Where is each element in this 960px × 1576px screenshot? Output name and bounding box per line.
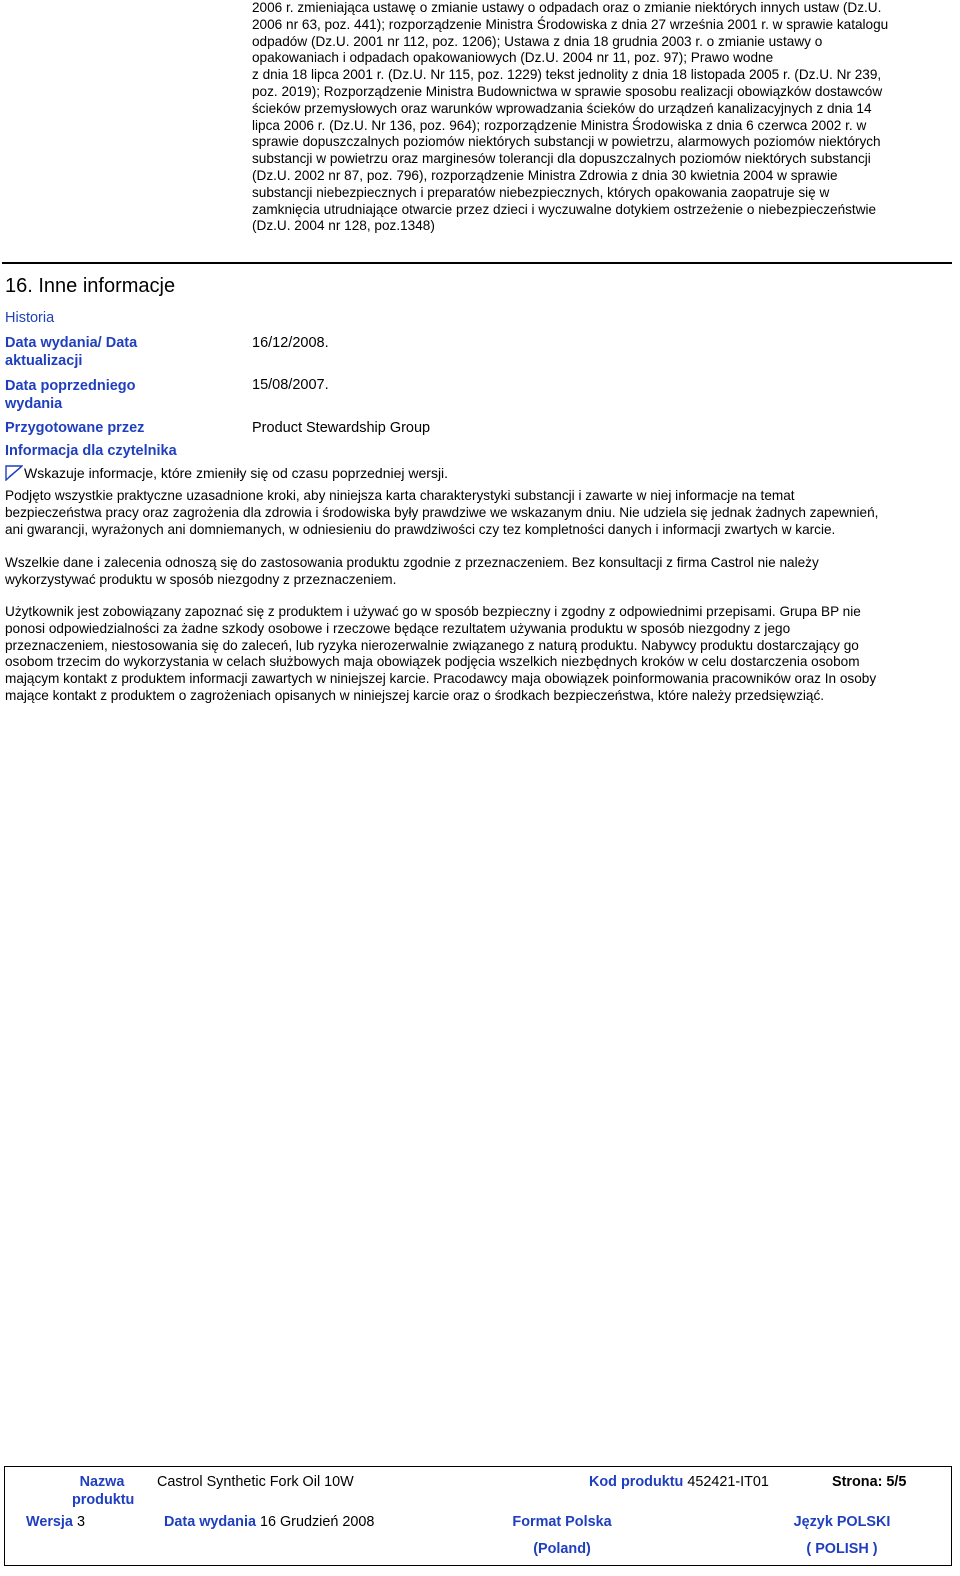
previous-date-value: 15/08/2007.	[252, 377, 329, 393]
format-label: Format Polska (Poland)	[512, 1514, 612, 1557]
regulation-line: substancji w powietrzu oraz marginesów tolerancji dla dopuszczalnych poziomów niektórych substancji	[252, 151, 871, 167]
section-number: 16	[5, 275, 28, 297]
reader-info-label: Informacja dla czytelnika	[5, 443, 177, 459]
product-name-label: Nazwa produktu	[72, 1474, 135, 1508]
product-code: Kod produktu 452421-IT01	[589, 1474, 769, 1490]
product-name-value: Castrol Synthetic Fork Oil 10W	[157, 1474, 354, 1490]
page-number: Strona: 5/5	[832, 1474, 907, 1490]
previous-date-label: Data poprzedniego wydania	[5, 378, 136, 412]
disclaimer-paragraph: Podjęto wszystkie praktyczne uzasadnione kroki, aby niniejsza karta charakterystyki substancji i zawarte w niej informacje na temat bezpieczeństwa pracy oraz zagrożenia dla zdrowia i środowiska były prawdziwe we wskazanym dniu. Nie udziela się jednak żadnych zapewnień, ani gwarancji, wyrażonych ani domniemanych, w odniesieniu do prawdziwości czy tez kompletności danych i informacji zwartych w karcie.	[5, 488, 879, 537]
section-divider	[2, 262, 952, 264]
change-marker-icon	[5, 465, 23, 481]
version: Wersja 3	[26, 1514, 85, 1530]
regulation-line: poz. 2019); Rozporządzenie Ministra Budownictwa w sprawie sposobu realizacji obowiązków dostawców	[252, 83, 883, 99]
section-heading: 16. Inne informacje	[5, 275, 176, 297]
change-note-text: Wskazuje informacje, które zmieniły się od czasu poprzedniej wersji.	[24, 465, 449, 481]
regulation-line: z dnia 18 lipca 2001 r. (Dz.U. Nr 115, poz. 1229) tekst jednolity z dnia 18 listopada 2005 r. (Dz.U. Nr 239,	[252, 67, 882, 83]
regulation-line: lipca 2006 r. (Dz.U. Nr 136, poz. 964); rozporządzenie Ministra Środowiska z dnia 6 czerwca 2002 r. w	[252, 117, 867, 133]
regulation-line: sprawie dopuszczalnych poziomów niektórych substancji w powietrzu, alarmowych poziomów niektórych	[252, 134, 881, 150]
regulation-line: 2006 nr 63, poz. 441); rozporządzenie Ministra Środowiska z dnia 27 września 2001 r. w sprawie katalogu	[252, 16, 889, 32]
issue-date-label: Data wydania/ Data aktualizacji	[5, 335, 138, 369]
regulation-line: (Dz.U. 2002 nr 87, poz. 796), rozporządzenie Ministra Zdrowia z dnia 30 kwietnia 2004 w sprawie	[252, 167, 838, 183]
document-footer	[4, 1466, 952, 1566]
history-heading: Historia	[5, 310, 55, 326]
footer-issue-date: Data wydania 16 Grudzień 2008	[164, 1514, 375, 1530]
change-indicator-note	[5, 464, 448, 482]
language-label: Język POLSKI ( POLISH )	[793, 1514, 891, 1557]
regulation-line: zamknięcia utrudniające otwarcie przez dzieci i wyczuwalne dotykiem ostrzeżenie o niebezpieczeństwie	[252, 201, 877, 217]
responsibility-paragraph: Użytkownik jest zobowiązany zapoznać się z produktem i używać go w sposób bezpieczny i zgodny z odpowiednimi przepisami. Grupa BP nie ponosi odpowiedzialności za żadne szkody osobowe i rzeczowe będące rezultatem używania produktu w sposób niezgodny z jego przeznaczeniem, niestosowania się do zaleceń, lub ryzyka nierozerwalnie związanego z naturą produktu. Nabywcy produktu dostarczający go osobom trzecim do wykorzystania w celach służbowych maja obowiązek podjęcia wszelkich niezbędnych kroków w celu dostarczenia osobom mającym kontakt z produktem informacji zawartych w niniejszej karcie. Pracodawcy maja obowiązek poinformowania pracowników oraz In osoby mające kontakt z produktem o zagrożeniach opisanych w niniejszej karcie oraz o środkach bezpieczeństwa, które należy przedsięwziąć.	[5, 604, 877, 703]
regulation-line: 2006 r. zmieniająca ustawę o zmianie ustawy o odpadach oraz o zmianie niektórych innych ustaw (Dz.U.	[252, 0, 882, 15]
issue-date-value: 16/12/2008.	[252, 335, 329, 351]
usage-paragraph: Wszelkie dane i zalecenia odnoszą się do zastosowania produktu zgodnie z przeznaczeniem. Bez konsultacji z firma Castrol nie należy wykorzystywać produktu w sposób niezgodny z przeznaczeniem.	[5, 555, 819, 587]
section-title: Inne informacje	[38, 275, 176, 297]
regulation-line: ścieków przemysłowych oraz warunków wprowadzania ścieków do urządzeń kanalizacyjnych z dnia 14	[252, 100, 872, 116]
prepared-by-value: Product Stewardship Group	[252, 420, 431, 436]
prepared-by-label: Przygotowane przez	[5, 420, 145, 436]
regulation-line: odpadów (Dz.U. 2001 nr 112, poz. 1206); Ustawa z dnia 18 grudnia 2003 r. o zmianie ustawy o	[252, 33, 823, 49]
regulation-line: opakowaniach i odpadach opakowaniowych (Dz.U. 2004 nr 11, poz. 97); Prawo wodne	[252, 50, 774, 66]
regulation-line: substancji niebezpiecznych i preparatów niebezpiecznych, których opakowania zaopatruje się w	[252, 184, 830, 200]
regulations-text	[252, 0, 952, 235]
regulation-line: (Dz.U. 2004 nr 128, poz.1348)	[252, 218, 435, 234]
